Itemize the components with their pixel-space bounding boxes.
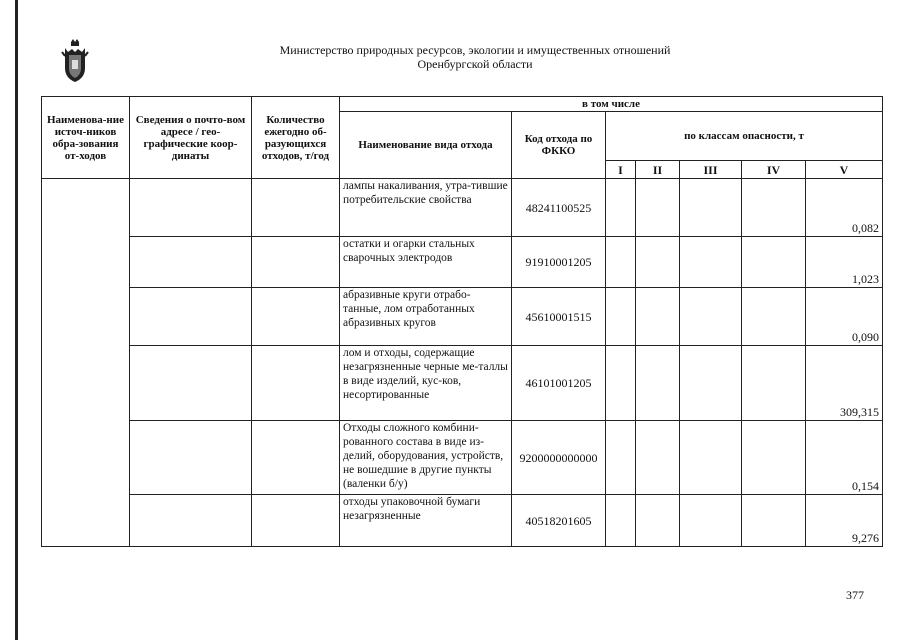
- class-5-value-cell: 309,315: [806, 346, 883, 421]
- class-5-value-cell: 0,090: [806, 288, 883, 346]
- waste-name-cell: отходы упаковочной бумаги незагрязненные: [340, 495, 512, 547]
- address-cell: [130, 179, 252, 237]
- address-cell: [130, 288, 252, 346]
- waste-name-cell: Отходы сложного комбини-рованного состава в виде из-делий, оборудования, устройств, не вошедшие в другие пункты (валенки б/у): [340, 421, 512, 495]
- col-including: в том числе: [340, 97, 883, 112]
- quantity-cell: [252, 421, 340, 495]
- waste-code-cell: 91910001205: [512, 237, 606, 288]
- waste-code-cell: 40518201605: [512, 495, 606, 547]
- table-row: [42, 346, 883, 421]
- ministry-header: [240, 43, 710, 71]
- waste-code-cell: 9200000000000: [512, 421, 606, 495]
- col-class-1: I: [606, 161, 636, 179]
- waste-code-cell: 46101001205: [512, 346, 606, 421]
- col-class-3: III: [680, 161, 742, 179]
- table-row: [42, 179, 883, 237]
- address-cell: [130, 495, 252, 547]
- region-name: Оренбургской области: [417, 57, 533, 71]
- class-5-value-cell: 0,082: [806, 179, 883, 237]
- class-5-value-cell: 0,154: [806, 421, 883, 495]
- col-class-5: V: [806, 161, 883, 179]
- waste-name-cell: абразивные круги отрабо-танные, лом отработанных абразивных кругов: [340, 288, 512, 346]
- col-address: Сведения о почто-вом адресе / гео-графические коор-динаты: [130, 97, 252, 179]
- table-row: [42, 495, 883, 547]
- quantity-cell: [252, 237, 340, 288]
- col-fkko-code: Код отхода по ФККО: [512, 112, 606, 179]
- quantity-cell: [252, 179, 340, 237]
- waste-code-cell: 48241100525: [512, 179, 606, 237]
- address-cell: [130, 421, 252, 495]
- table-row: [42, 288, 883, 346]
- waste-name-cell: остатки и огарки стальных сварочных электродов: [340, 237, 512, 288]
- waste-name-cell: лампы накаливания, утра-тившие потребительские свойства: [340, 179, 512, 237]
- address-cell: [130, 237, 252, 288]
- quantity-cell: [252, 346, 340, 421]
- waste-table: [41, 96, 883, 547]
- ministry-name: Министерство природных ресурсов, экологии и имущественных отношений: [279, 43, 671, 57]
- col-waste-name: Наименование вида отхода: [340, 112, 512, 179]
- page-number: 377: [846, 588, 864, 602]
- address-cell: [130, 346, 252, 421]
- quantity-cell: [252, 495, 340, 547]
- source-name-cell: [42, 179, 130, 547]
- col-hazard-classes: по классам опасности, т: [606, 112, 883, 161]
- col-class-4: IV: [742, 161, 806, 179]
- class-5-value-cell: 1,023: [806, 237, 883, 288]
- page-edge-bar: [15, 0, 18, 640]
- waste-name-cell: лом и отходы, содержащие незагрязненные черные ме-таллы в виде изделий, кус-ков, несортированные: [340, 346, 512, 421]
- col-quantity: Количество ежегодно об-разующихся отходов, т/год: [252, 97, 340, 179]
- col-class-2: II: [636, 161, 680, 179]
- coat-of-arms-icon: [60, 38, 90, 84]
- table-row: [42, 421, 883, 495]
- waste-code-cell: 45610001515: [512, 288, 606, 346]
- col-source-name: Наименова-ние источ-ников обра-зования от-ходов: [42, 97, 130, 179]
- quantity-cell: [252, 288, 340, 346]
- class-5-value-cell: 9,276: [806, 495, 883, 547]
- table-row: [42, 237, 883, 288]
